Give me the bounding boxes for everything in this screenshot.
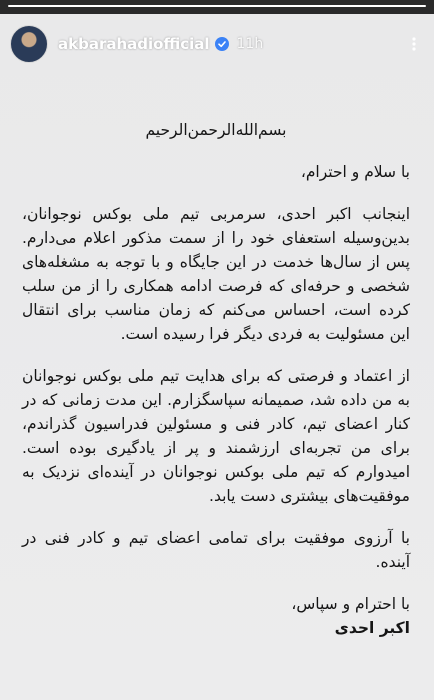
story-header [10, 22, 424, 66]
story-progress-fill [8, 5, 426, 7]
avatar[interactable] [10, 25, 48, 63]
letter-paragraph-1: اینجانب اکبر احدی، سرمربی تیم ملی بوکس نوجوانان، بدین‌وسیله استعفای خود را از سمت مذکور اعلام می‌دارم. پس از سال‌ها خدمت در این جایگاه و با توجه به مشغله‌های شخصی و حرفه‌ای که فرصت ادامه همکاری را از من سلب کرده است، احساس می‌کنم که زمان مناسب برای انتقال این مسئولیت به فردی دیگر فرا رسیده است. [22, 205, 410, 343]
letter-paragraph-2: از اعتماد و فرصتی که برای هدایت تیم ملی بوکس نوجوانان به من داده شد، صمیمانه سپاسگزارم. این مدت زمانی که در کنار اعضای تیم، کادر فنی و مسئولین فدراسیون گذراندم، برای من تجربه‌ای ارزشمند و پر از یادگیری بوده است. امیدوارم که تیم ملی بوکس نوجوانان در آینده‌ای نزدیک به موفقیت‌های بیشتری دست یابد. [22, 367, 410, 505]
closing: با احترام و سپاس، [291, 595, 410, 613]
resignation-letter [22, 118, 410, 640]
username[interactable]: akbarahadiofficial [58, 35, 210, 53]
post-time: 11h [236, 36, 264, 52]
basmala: بسم‌الله‌الرحمن‌الرحیم [145, 121, 287, 139]
greeting: با سلام و احترام، [300, 163, 410, 181]
signature-name: اکبر احدی [334, 619, 410, 637]
more-vertical-icon[interactable] [404, 34, 424, 54]
verified-badge-icon [215, 37, 229, 51]
story-progress-bar [8, 5, 426, 7]
letter-paragraph-3: با آرزوی موفقیت برای تمامی اعضای تیم و کادر فنی در آینده. [22, 529, 410, 571]
